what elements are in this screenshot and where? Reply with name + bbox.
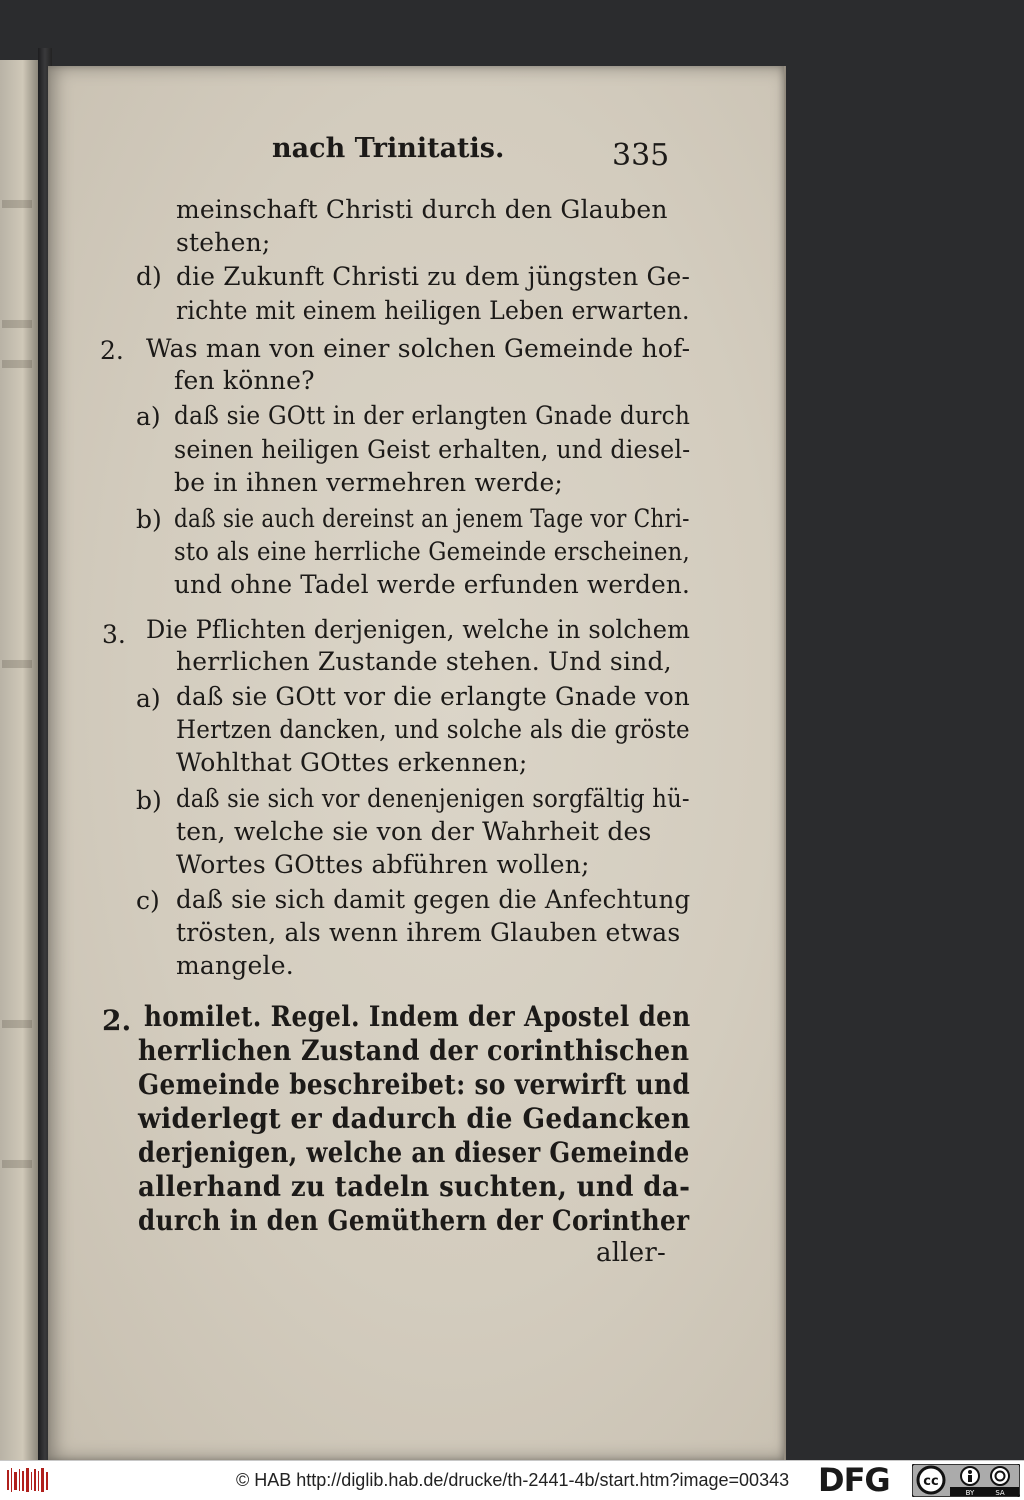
text-line: daß sie auch dereinst an jenem Tage vor Chri-	[174, 504, 690, 533]
list-label: b)	[136, 786, 162, 815]
sa-caption: SA	[995, 1489, 1005, 1497]
list-label: c)	[136, 886, 160, 915]
cc-icon	[918, 1467, 944, 1493]
by-caption: BY	[965, 1489, 975, 1497]
text-line: meinschaft Christi durch den Glauben	[176, 195, 668, 224]
svg-text:cc: cc	[923, 1474, 939, 1489]
text-line: und ohne Tadel werde erfunden werden.	[174, 570, 691, 599]
catchword: aller-	[596, 1238, 666, 1268]
text-line: widerlegt er dadurch die Gedancken	[138, 1102, 691, 1135]
text-line: richte mit einem heiligen Leben erwarten.	[176, 296, 690, 325]
barcode-icon	[6, 1466, 50, 1494]
text-line: daß sie GOtt in der erlangten Gnade durch	[174, 401, 691, 430]
viewer-footer	[0, 1460, 1024, 1500]
text-line: trösten, als wenn ihrem Glauben etwas	[176, 918, 681, 947]
text-line: Die Pflichten derjenigen, welche in solchem	[146, 615, 691, 644]
text-line: ten, welche sie von der Wahrheit des	[176, 817, 652, 846]
text-line: daß sie GOtt vor die erlangte Gnade von	[176, 682, 691, 711]
list-label: 3.	[102, 620, 126, 649]
text-line: Wortes GOttes abführen wollen;	[176, 850, 590, 879]
text-line: fen könne?	[174, 366, 315, 395]
list-label: b)	[136, 505, 162, 534]
text-line: Hertzen dancken, und solche als die gröste	[176, 715, 690, 744]
text-line: homilet. Regel. Indem der Apostel den	[144, 1000, 691, 1033]
by-icon	[961, 1467, 979, 1485]
text-line: derjenigen, welche an dieser Gemeinde	[138, 1136, 690, 1169]
text-line: Wohlthat GOttes erkennen;	[176, 748, 528, 777]
text-line: herrlichen Zustande stehen. Und sind,	[176, 647, 672, 676]
text-line: durch in den Gemüthern der Corinther	[138, 1204, 690, 1237]
text-line: sto als eine herrliche Gemeinde erscheinen,	[174, 537, 690, 566]
text-line: seinen heiligen Geist erhalten, und diesel-	[174, 435, 691, 464]
text-line: Was man von einer solchen Gemeinde hof-	[146, 334, 691, 363]
list-label: a)	[136, 684, 161, 713]
text-line: die Zukunft Christi zu dem jüngsten Ge-	[176, 262, 691, 291]
dfg-logo: DFG	[818, 1461, 890, 1499]
list-label: d)	[136, 262, 162, 291]
text-line: mangele.	[176, 951, 294, 980]
list-label: a)	[136, 402, 161, 431]
text-line: herrlichen Zustand der corinthischen	[138, 1034, 690, 1067]
text-line: daß sie sich damit gegen die Anfechtung	[176, 885, 691, 914]
list-label: 2.	[102, 1004, 132, 1037]
page-number: 335	[612, 138, 670, 173]
text-line: be in ihnen vermehren werde;	[174, 468, 564, 497]
text-line: stehen;	[176, 228, 271, 257]
text-line: Gemeinde beschreibet: so verwirft und	[138, 1068, 691, 1101]
running-head: nach Trinitatis.	[272, 133, 505, 164]
copyright-link[interactable]: © HAB http://diglib.hab.de/drucke/th-2441-4b/start.htm?image=00343	[236, 1470, 790, 1490]
previous-page-edge	[0, 60, 38, 1460]
license-badge[interactable]	[912, 1464, 1020, 1497]
text-line: daß sie sich vor denenjenigen sorgfältig hü-	[176, 784, 690, 813]
sa-icon	[991, 1467, 1009, 1485]
text-line: allerhand zu tadeln suchten, und da-	[138, 1170, 691, 1203]
list-label: 2.	[100, 336, 124, 365]
